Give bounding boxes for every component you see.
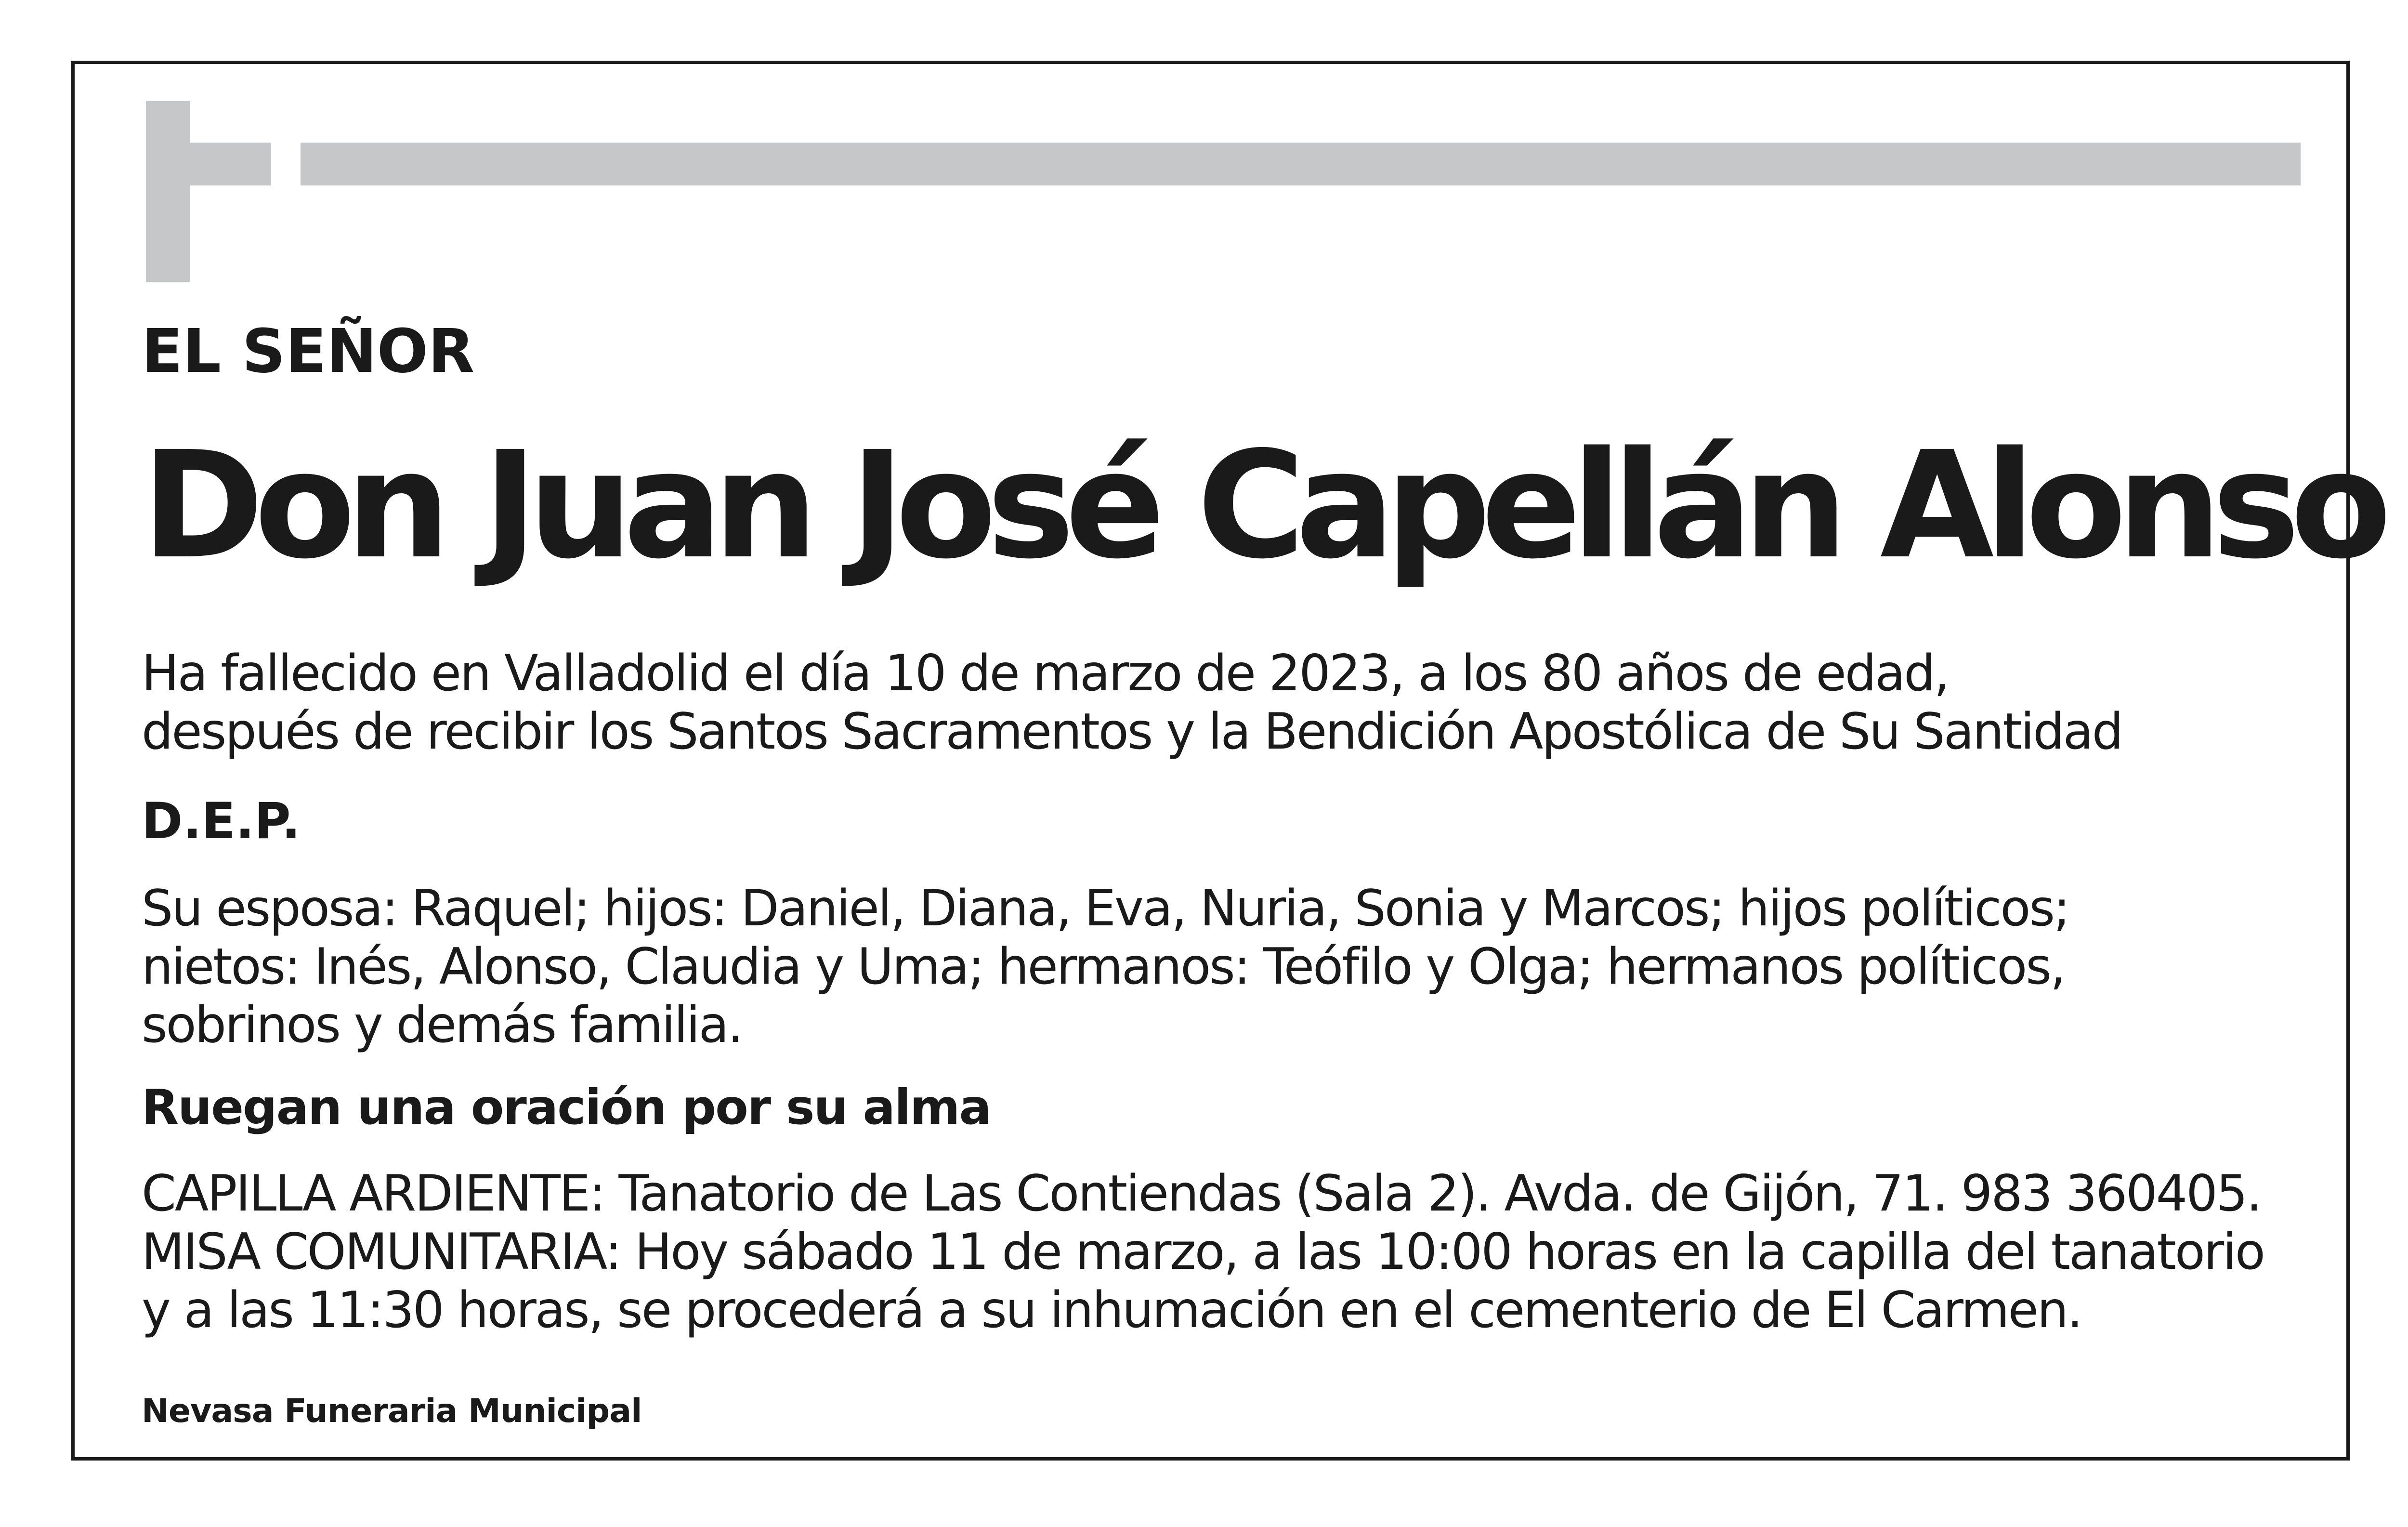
service-line: MISA COMUNITARIA: Hoy sábado 11 de marzo, a las 10:00 horas en la capilla del tanatorio bbox=[142, 1223, 2264, 1281]
cross-icon-horizontal-beam bbox=[146, 143, 271, 185]
announcement-line: después de recibir los Santos Sacramentos y la Bendición Apostólica de Su Santidad bbox=[142, 703, 2122, 761]
deceased-name: Don Juan José Capellán Alonso bbox=[142, 420, 2382, 592]
header-bar bbox=[301, 143, 2301, 185]
family-line: Su esposa: Raquel; hijos: Daniel, Diana, Eva, Nuria, Sonia y Marcos; hijos políticos; bbox=[142, 880, 2069, 937]
family-line: sobrinos y demás familia. bbox=[142, 996, 742, 1054]
funeral-home-name: Nevasa Funeraria Municipal bbox=[142, 1392, 642, 1430]
dep-abbreviation: D.E.P. bbox=[142, 792, 301, 850]
announcement-line: Ha fallecido en Valladolid el día 10 de marzo de 2023, a los 80 años de edad, bbox=[142, 645, 1949, 702]
cross-icon-vertical-beam bbox=[146, 101, 190, 282]
service-details bbox=[142, 1165, 2264, 1340]
death-announcement bbox=[142, 645, 2122, 761]
honorific: EL SEÑOR bbox=[142, 316, 475, 386]
service-line: CAPILLA ARDIENTE: Tanatorio de Las Contiendas (Sala 2). Avda. de Gijón, 71. 983 360405. bbox=[142, 1165, 2261, 1223]
family-line: nietos: Inés, Alonso, Claudia y Uma; hermanos: Teófilo y Olga; hermanos políticos, bbox=[142, 938, 2065, 996]
family-list bbox=[142, 880, 2069, 1054]
service-line: y a las 11:30 horas, se procederá a su inhumación en el cementerio de El Carmen. bbox=[142, 1281, 2081, 1339]
prayer-request: Ruegan una oración por su alma bbox=[142, 1079, 991, 1135]
